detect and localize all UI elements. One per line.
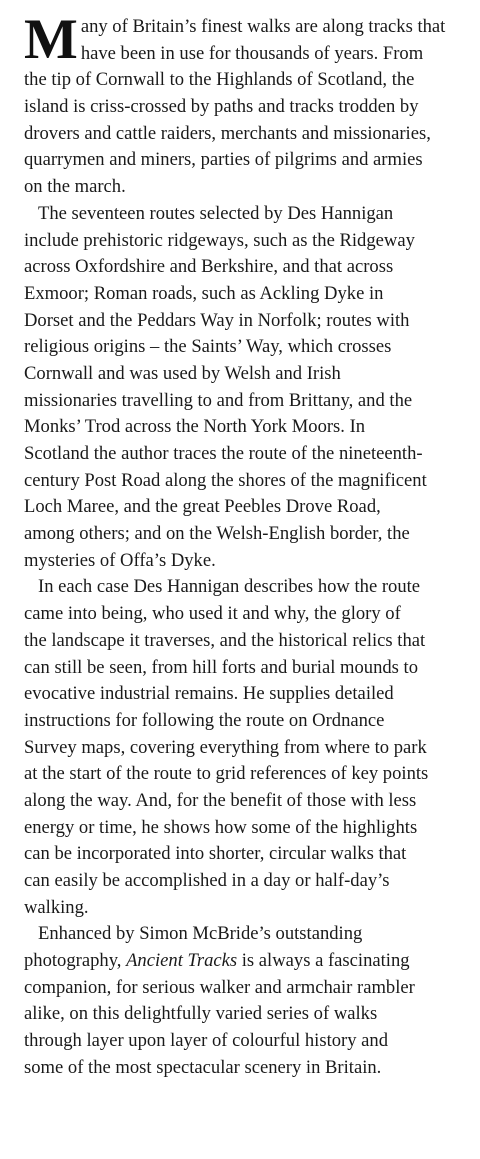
paragraph-4 xyxy=(24,921,474,1081)
text-line: the tip of Cornwall to the Highlands of Scotland, the xyxy=(24,69,415,91)
text-line: among others; and on the Welsh-English border, the xyxy=(24,523,410,545)
text-line xyxy=(24,948,474,975)
text-fragment: photography, xyxy=(24,950,127,972)
text-line: along the way. And, for the benefit of those with less xyxy=(24,789,417,811)
text-line: In each case Des Hannigan describes how the route xyxy=(38,576,421,598)
paragraph-3 xyxy=(24,574,474,921)
text-line: some of the most spectacular scenery in Britain. xyxy=(24,1056,382,1078)
text-line: Loch Maree, and the great Peebles Drove Road, xyxy=(24,496,381,518)
text-line: through layer upon layer of colourful history and xyxy=(24,1030,389,1052)
text-line: the landscape it traverses, and the historical relics that xyxy=(24,629,426,651)
text-line: evocative industrial remains. He supplies detailed xyxy=(24,683,394,705)
text-line: companion, for serious walker and armchair rambler xyxy=(24,976,415,998)
text-line: missionaries travelling to and from Brittany, and the xyxy=(24,389,413,411)
paragraph-1 xyxy=(24,8,474,201)
text-line: Cornwall and was used by Welsh and Irish xyxy=(24,362,341,384)
text-line: can still be seen, from hill forts and burial mounds to xyxy=(24,656,419,678)
book-title: Ancient Tracks xyxy=(126,950,238,972)
text-line: at the start of the route to grid references of key points xyxy=(24,763,429,785)
text-line: any of Britain’s finest walks are along tracks that xyxy=(80,16,446,37)
text-line: energy or time, he shows how some of the highlights xyxy=(24,816,418,838)
text-line: Exmoor; Roman roads, such as Ackling Dyke in xyxy=(24,282,384,304)
text-line: quarrymen and miners, parties of pilgrims and armies xyxy=(24,149,423,171)
text-line: Scotland the author traces the route of the nineteenth- xyxy=(24,443,423,464)
text-line: have been in use for thousands of years. From xyxy=(80,42,424,64)
text-line: across Oxfordshire and Berkshire, and that across xyxy=(24,256,394,278)
text-line: century Post Road along the shores of the magnificent xyxy=(24,469,427,491)
text-line: Monks’ Trod across the North York Moors. In xyxy=(24,416,366,438)
text-line: walking. xyxy=(24,896,89,918)
text-line: Survey maps, covering everything from where to park xyxy=(24,736,427,758)
text-line: on the march. xyxy=(24,176,126,198)
blurb-text xyxy=(24,8,474,1082)
text-line: came into being, who used it and why, the glory of xyxy=(24,603,401,625)
text-line: island is criss-crossed by paths and tracks trodden by xyxy=(24,96,419,118)
paragraph-2 xyxy=(24,201,474,575)
text-line: can easily be accomplished in a day or half-day’s xyxy=(24,870,390,891)
text-line: include prehistoric ridgeways, such as the Ridgeway xyxy=(24,229,415,251)
text-line: religious origins – the Saints’ Way, which crosses xyxy=(24,336,392,358)
text-line: drovers and cattle raiders, merchants and missionaries, xyxy=(24,122,431,144)
text-line: mysteries of Offa’s Dyke. xyxy=(24,549,216,571)
text-line: The seventeen routes selected by Des Hannigan xyxy=(38,202,394,224)
text-line: alike, on this delightfully varied series of walks xyxy=(24,1003,378,1025)
drop-cap: M xyxy=(24,8,78,71)
text-line: Dorset and the Peddars Way in Norfolk; routes with xyxy=(24,309,410,331)
text-line: instructions for following the route on Ordnance xyxy=(24,709,385,731)
text-line: Enhanced by Simon McBride’s outstanding xyxy=(38,923,363,945)
text-line: can be incorporated into shorter, circular walks that xyxy=(24,843,407,865)
text-fragment: is always a fascinating xyxy=(237,950,410,972)
